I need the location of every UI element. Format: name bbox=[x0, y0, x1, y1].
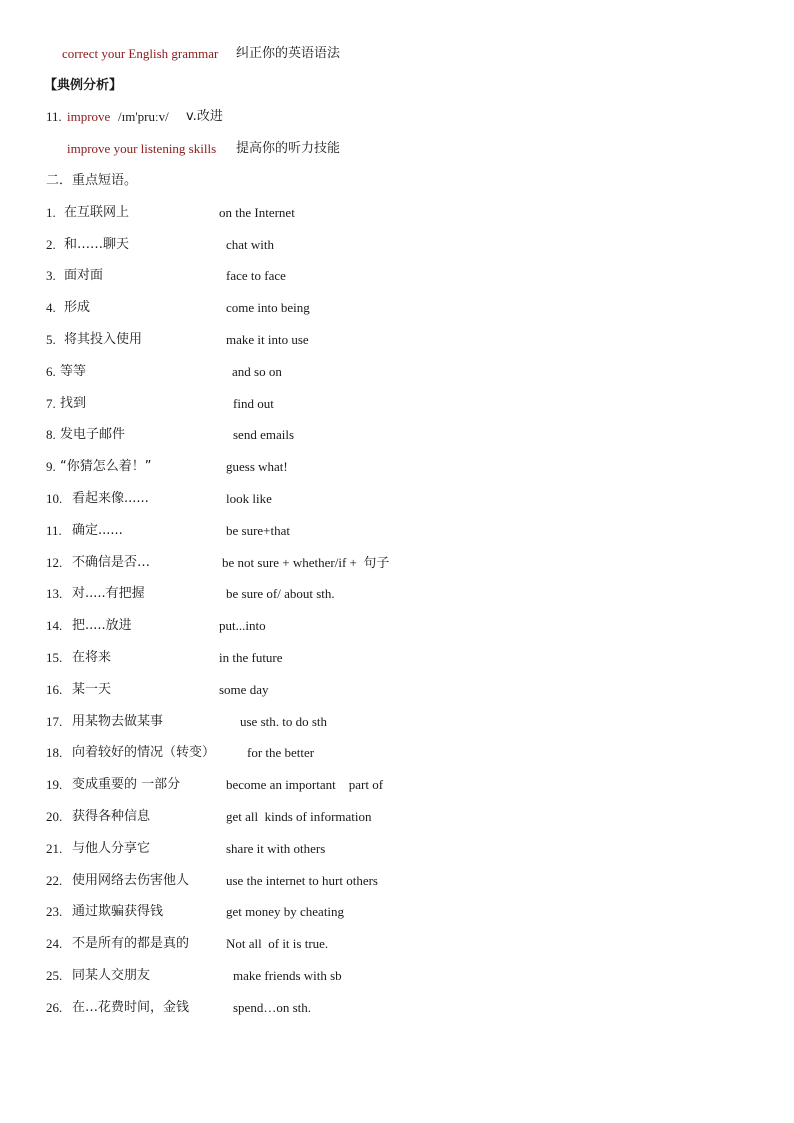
item-en: some day bbox=[219, 682, 269, 697]
example-phrase-en: improve your listening skills bbox=[67, 141, 217, 156]
item-zh: 面对面 bbox=[64, 268, 104, 283]
word-entry-meaning: v.改进 bbox=[186, 109, 223, 124]
item-en: come into being bbox=[226, 300, 310, 315]
word-entry-word: improve bbox=[67, 109, 111, 124]
item-en: Not all of it is true. bbox=[226, 936, 329, 951]
item-en: find out bbox=[233, 396, 274, 411]
part-two-heading: 二．重点短语。 bbox=[46, 173, 138, 188]
item-number: 12. bbox=[46, 555, 63, 570]
item-zh: 变成重要的 一部分 bbox=[72, 777, 181, 792]
item-zh: 用某物去做某事 bbox=[72, 714, 164, 729]
list-item bbox=[0, 361, 794, 383]
item-zh: 发电子邮件 bbox=[60, 427, 126, 442]
item-en: be sure+that bbox=[226, 523, 291, 538]
list-item bbox=[0, 520, 794, 542]
item-en: and so on bbox=[232, 364, 282, 379]
item-number: 8. bbox=[46, 427, 56, 442]
item-en: look like bbox=[226, 491, 272, 506]
item-en: get money by cheating bbox=[226, 904, 345, 919]
list-item bbox=[0, 679, 794, 701]
item-number: 17. bbox=[46, 714, 63, 729]
item-number: 25. bbox=[46, 968, 63, 983]
item-number: 1. bbox=[46, 205, 56, 220]
list-item bbox=[0, 424, 794, 446]
list-item bbox=[0, 329, 794, 351]
item-en: become an important part of bbox=[226, 777, 384, 792]
list-item bbox=[0, 933, 794, 955]
list-item bbox=[0, 552, 794, 574]
list-item bbox=[0, 997, 794, 1019]
item-en: face to face bbox=[226, 268, 286, 283]
item-number: 16. bbox=[46, 682, 63, 697]
item-en: guess what! bbox=[226, 459, 288, 474]
section-heading: 【典例分析】 bbox=[44, 78, 123, 93]
list-item bbox=[0, 393, 794, 415]
list-item bbox=[0, 742, 794, 764]
list-item bbox=[0, 806, 794, 828]
list-item bbox=[0, 456, 794, 478]
item-en: for the better bbox=[247, 745, 315, 760]
item-en: chat with bbox=[226, 237, 275, 252]
item-number: 10. bbox=[46, 491, 63, 506]
list-item bbox=[0, 583, 794, 605]
list-item bbox=[0, 265, 794, 287]
item-en: get all kinds of information bbox=[226, 809, 372, 824]
item-number: 4. bbox=[46, 300, 56, 315]
item-en: make friends with sb bbox=[233, 968, 342, 983]
item-zh: 在将来 bbox=[72, 650, 112, 665]
item-zh: 和……聊天 bbox=[64, 237, 130, 252]
list-item bbox=[0, 774, 794, 796]
item-zh: 把.....放进 bbox=[72, 618, 132, 633]
item-zh: 某一天 bbox=[72, 682, 112, 697]
item-number: 15. bbox=[46, 650, 63, 665]
item-en: put...into bbox=[219, 618, 266, 633]
item-en: make it into use bbox=[226, 332, 309, 347]
item-en: on the Internet bbox=[219, 205, 295, 220]
item-number: 22. bbox=[46, 873, 63, 888]
item-number: 6. bbox=[46, 364, 56, 379]
list-item bbox=[0, 202, 794, 224]
item-number: 9. bbox=[46, 459, 56, 474]
example-phrase-zh: 提高你的听力技能 bbox=[236, 141, 341, 156]
item-zh: 形成 bbox=[64, 300, 91, 315]
word-entry-number: 11. bbox=[46, 109, 62, 124]
item-zh: 通过欺骗获得钱 bbox=[72, 904, 164, 919]
item-number: 18. bbox=[46, 745, 63, 760]
item-zh: 等等 bbox=[60, 364, 87, 379]
item-number: 26. bbox=[46, 1000, 63, 1015]
list-item bbox=[0, 297, 794, 319]
item-en: in the future bbox=[219, 650, 283, 665]
list-item bbox=[0, 615, 794, 637]
item-en: send emails bbox=[233, 427, 295, 442]
item-number: 19. bbox=[46, 777, 63, 792]
list-item bbox=[0, 901, 794, 923]
word-entry-phonetic: /ɪm'pruːv/ bbox=[118, 109, 169, 124]
item-number: 20. bbox=[46, 809, 63, 824]
list-item bbox=[0, 870, 794, 892]
item-zh: 与他人分享它 bbox=[72, 841, 151, 856]
item-number: 2. bbox=[46, 237, 56, 252]
item-zh: 获得各种信息 bbox=[72, 809, 151, 824]
item-en: use sth. to do sth bbox=[240, 714, 328, 729]
item-zh: 对.....有把握 bbox=[72, 586, 145, 601]
item-zh: “你猜怎么着！” bbox=[60, 459, 152, 474]
item-zh: 同某人交朋友 bbox=[72, 968, 151, 983]
item-number: 13. bbox=[46, 586, 63, 601]
item-en: be sure of/ about sth. bbox=[226, 586, 335, 601]
item-number: 11. bbox=[46, 523, 62, 538]
item-zh: 向着较好的情况（转变） bbox=[72, 745, 216, 760]
item-zh: 看起来像...... bbox=[72, 491, 149, 506]
item-zh: 找到 bbox=[60, 396, 87, 411]
item-en: be not sure + whether/if + 句子 bbox=[222, 555, 390, 570]
item-number: 5. bbox=[46, 332, 56, 347]
item-number: 21. bbox=[46, 841, 63, 856]
list-item bbox=[0, 965, 794, 987]
item-zh: 不确信是否… bbox=[72, 555, 151, 570]
list-item bbox=[0, 647, 794, 669]
item-number: 14. bbox=[46, 618, 63, 633]
item-number: 3. bbox=[46, 268, 56, 283]
example-phrase-en: correct your English grammar bbox=[62, 46, 219, 61]
item-zh: 使用网络去伤害他人 bbox=[72, 873, 190, 888]
item-number: 23. bbox=[46, 904, 63, 919]
list-item bbox=[0, 234, 794, 256]
item-number: 7. bbox=[46, 396, 56, 411]
list-item bbox=[0, 711, 794, 733]
item-en: share it with others bbox=[226, 841, 326, 856]
list-item bbox=[0, 488, 794, 510]
item-zh: 将其投入使用 bbox=[64, 332, 143, 347]
item-zh: 在…花费时间，金钱 bbox=[72, 1000, 190, 1015]
item-en: spend…on sth. bbox=[233, 1000, 311, 1015]
example-phrase-zh: 纠正你的英语语法 bbox=[236, 46, 341, 61]
list-item bbox=[0, 838, 794, 860]
item-zh: 不是所有的都是真的 bbox=[72, 936, 190, 951]
item-en: use the internet to hurt others bbox=[226, 873, 378, 888]
item-zh: 确定...... bbox=[72, 523, 123, 538]
item-zh: 在互联网上 bbox=[64, 205, 130, 220]
item-number: 24. bbox=[46, 936, 63, 951]
